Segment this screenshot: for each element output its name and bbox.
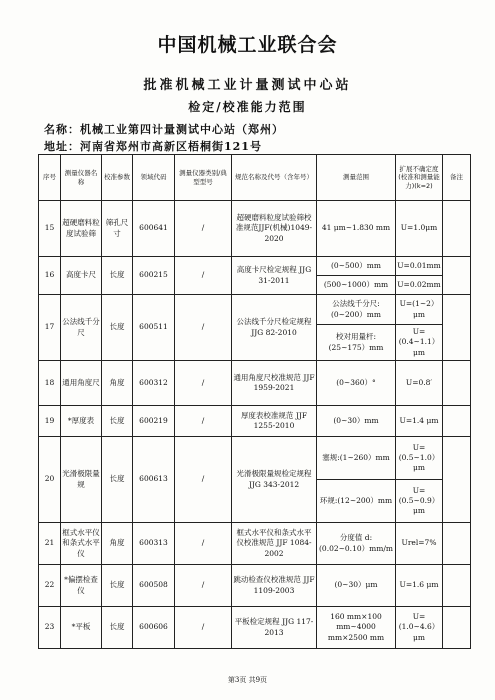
category-cell: /	[175, 437, 232, 523]
spec-cell: 光滑极限量规检定规程 JJG 343-2012	[232, 437, 317, 523]
table-row	[39, 607, 471, 649]
remark-cell	[443, 406, 471, 437]
spec-cell: 厚度表校准规范 JJF 1255-2010	[232, 406, 317, 437]
center-title: 批准机械工业计量测试中心站	[143, 78, 352, 93]
table-row	[39, 257, 471, 276]
header-param: 校准参数	[102, 155, 133, 201]
table-row	[39, 361, 471, 406]
table-header-row	[39, 155, 471, 201]
table-row	[39, 201, 471, 257]
remark-cell	[443, 565, 471, 607]
header-field-code: 领域代码	[133, 155, 175, 201]
uncertainty-cell: U=(1.0~4.6）μm	[396, 607, 443, 649]
seq-cell: 20	[39, 437, 61, 523]
name-line: 名称：机械工业第四计量测试中心站（郑州）	[44, 123, 284, 136]
instrument-cell: 公法线千分尺	[61, 295, 102, 361]
uncertainty-cell: U=1.0μm	[396, 201, 443, 257]
uncertainty-cell: U=0.01mm	[396, 257, 443, 276]
header-remark: 备注	[443, 155, 471, 201]
header-range: 测量范围	[317, 155, 396, 201]
code-cell: 600215	[133, 257, 175, 295]
uncertainty-cell: U=(0.4~1.1）μm	[396, 325, 443, 361]
uncertainty-cell: U=(1~2）μm	[396, 295, 443, 325]
range-cell: 41 μm~1.830 mm	[317, 201, 396, 257]
remark-cell	[443, 523, 471, 565]
category-cell: /	[175, 607, 232, 649]
uncertainty-cell: U=(0.5~0.9）μm	[396, 480, 443, 523]
category-cell: /	[175, 565, 232, 607]
instrument-cell: 高度卡尺	[61, 257, 102, 295]
spec-cell: 高度卡尺检定规程 JJG 31-2011	[232, 257, 317, 295]
seq-cell: 17	[39, 295, 61, 361]
code-cell: 600219	[133, 406, 175, 437]
seq-cell: 18	[39, 361, 61, 406]
category-cell: /	[175, 201, 232, 257]
code-cell: 600313	[133, 523, 175, 565]
code-cell: 600613	[133, 437, 175, 523]
range-cell: 环规:(12~200）mm	[317, 480, 396, 523]
param-cell: 长度	[102, 437, 133, 523]
param-cell: 长度	[102, 406, 133, 437]
range-cell: 分度值 d:(0.02~0.10）mm/m	[317, 523, 396, 565]
seq-cell: 23	[39, 607, 61, 649]
header-instrument: 测量仪器名称	[61, 155, 102, 201]
remark-cell	[443, 437, 471, 523]
remark-cell	[443, 361, 471, 406]
param-cell: 长度	[102, 257, 133, 295]
spec-cell: 超硬磨料粒度试验筛校准规范JJF(机械)1049-2020	[232, 201, 317, 257]
remark-cell	[443, 295, 471, 361]
code-cell: 600641	[133, 201, 175, 257]
remark-cell	[443, 257, 471, 295]
address-line: 地址：河南省郑州市高新区梧桐街121号	[44, 140, 262, 153]
seq-cell: 15	[39, 201, 61, 257]
uncertainty-cell: Urel=7%	[396, 523, 443, 565]
seq-cell: 21	[39, 523, 61, 565]
table-row	[39, 523, 471, 565]
range-cell: 塞规:(1~260）mm	[317, 437, 396, 480]
param-cell: 长度	[102, 565, 133, 607]
code-cell: 600606	[133, 607, 175, 649]
uncertainty-cell: U=1.6 μm	[396, 565, 443, 607]
param-cell: 筛孔尺寸	[102, 201, 133, 257]
range-cell: (500~1000）mm	[317, 276, 396, 295]
category-cell: /	[175, 257, 232, 295]
uncertainty-cell: U=0.8′	[396, 361, 443, 406]
category-cell: /	[175, 361, 232, 406]
header-spec: 规范名称及代号（含年号）	[232, 155, 317, 201]
spec-cell: 通用角度尺校准规范 JJF 1959-2021	[232, 361, 317, 406]
instrument-cell: 通用角度尺	[61, 361, 102, 406]
header-category: 测量仪器类别/典型型号	[175, 155, 232, 201]
page-footer: 第3页 共9页	[227, 676, 268, 684]
code-cell: 600312	[133, 361, 175, 406]
table-row	[39, 565, 471, 607]
uncertainty-cell: U=0.02mm	[396, 276, 443, 295]
code-cell: 600511	[133, 295, 175, 361]
category-cell: /	[175, 523, 232, 565]
range-cell: (0~30）mm	[317, 406, 396, 437]
header-seq: 序号	[39, 155, 61, 201]
range-cell: (0~500）mm	[317, 257, 396, 276]
table-row	[39, 406, 471, 437]
capability-table	[38, 154, 471, 649]
range-cell: 160 mm×100 mm~4000 mm×2500 mm	[317, 607, 396, 649]
instrument-cell: 框式水平仪和条式水平仪	[61, 523, 102, 565]
category-cell: /	[175, 406, 232, 437]
instrument-cell: *平板	[61, 607, 102, 649]
instrument-cell: *厚度表	[61, 406, 102, 437]
range-cell: 公法线千分尺:(0~200）mm	[317, 295, 396, 325]
category-cell: /	[175, 295, 232, 361]
instrument-cell: 光滑极限量规	[61, 437, 102, 523]
spec-cell: 跳动检查仪校准规范 JJF 1109-2003	[232, 565, 317, 607]
range-cell: 校对用量杆:(25~175）mm	[317, 325, 396, 361]
range-cell: (0~30）μm	[317, 565, 396, 607]
uncertainty-cell: U=(0.5~1.0）μm	[396, 437, 443, 480]
code-cell: 600508	[133, 565, 175, 607]
range-cell: (0~360）°	[317, 361, 396, 406]
spec-cell: 框式水平仪和条式水平仪校准规范 JJF 1084-2002	[232, 523, 317, 565]
remark-cell	[443, 607, 471, 649]
param-cell: 长度	[102, 607, 133, 649]
scope-title: 检定/校准能力范围	[188, 100, 307, 114]
param-cell: 角度	[102, 523, 133, 565]
header-uncertainty: 扩展不确定度(校准和测量能力)(k=2)	[396, 155, 443, 201]
seq-cell: 16	[39, 257, 61, 295]
spec-cell: 平板检定规程 JJG 117-2013	[232, 607, 317, 649]
seq-cell: 19	[39, 406, 61, 437]
instrument-cell: 超硬磨料粒度试验筛	[61, 201, 102, 257]
table-row	[39, 437, 471, 480]
instrument-cell: *偏摆检查仪	[61, 565, 102, 607]
uncertainty-cell: U=1.4 μm	[396, 406, 443, 437]
param-cell: 角度	[102, 361, 133, 406]
remark-cell	[443, 201, 471, 257]
spec-cell: 公法线千分尺检定规程 JJG 82-2010	[232, 295, 317, 361]
seq-cell: 22	[39, 565, 61, 607]
table-row	[39, 295, 471, 325]
param-cell: 长度	[102, 295, 133, 361]
organization-title: 中国机械工业联合会	[157, 34, 338, 56]
